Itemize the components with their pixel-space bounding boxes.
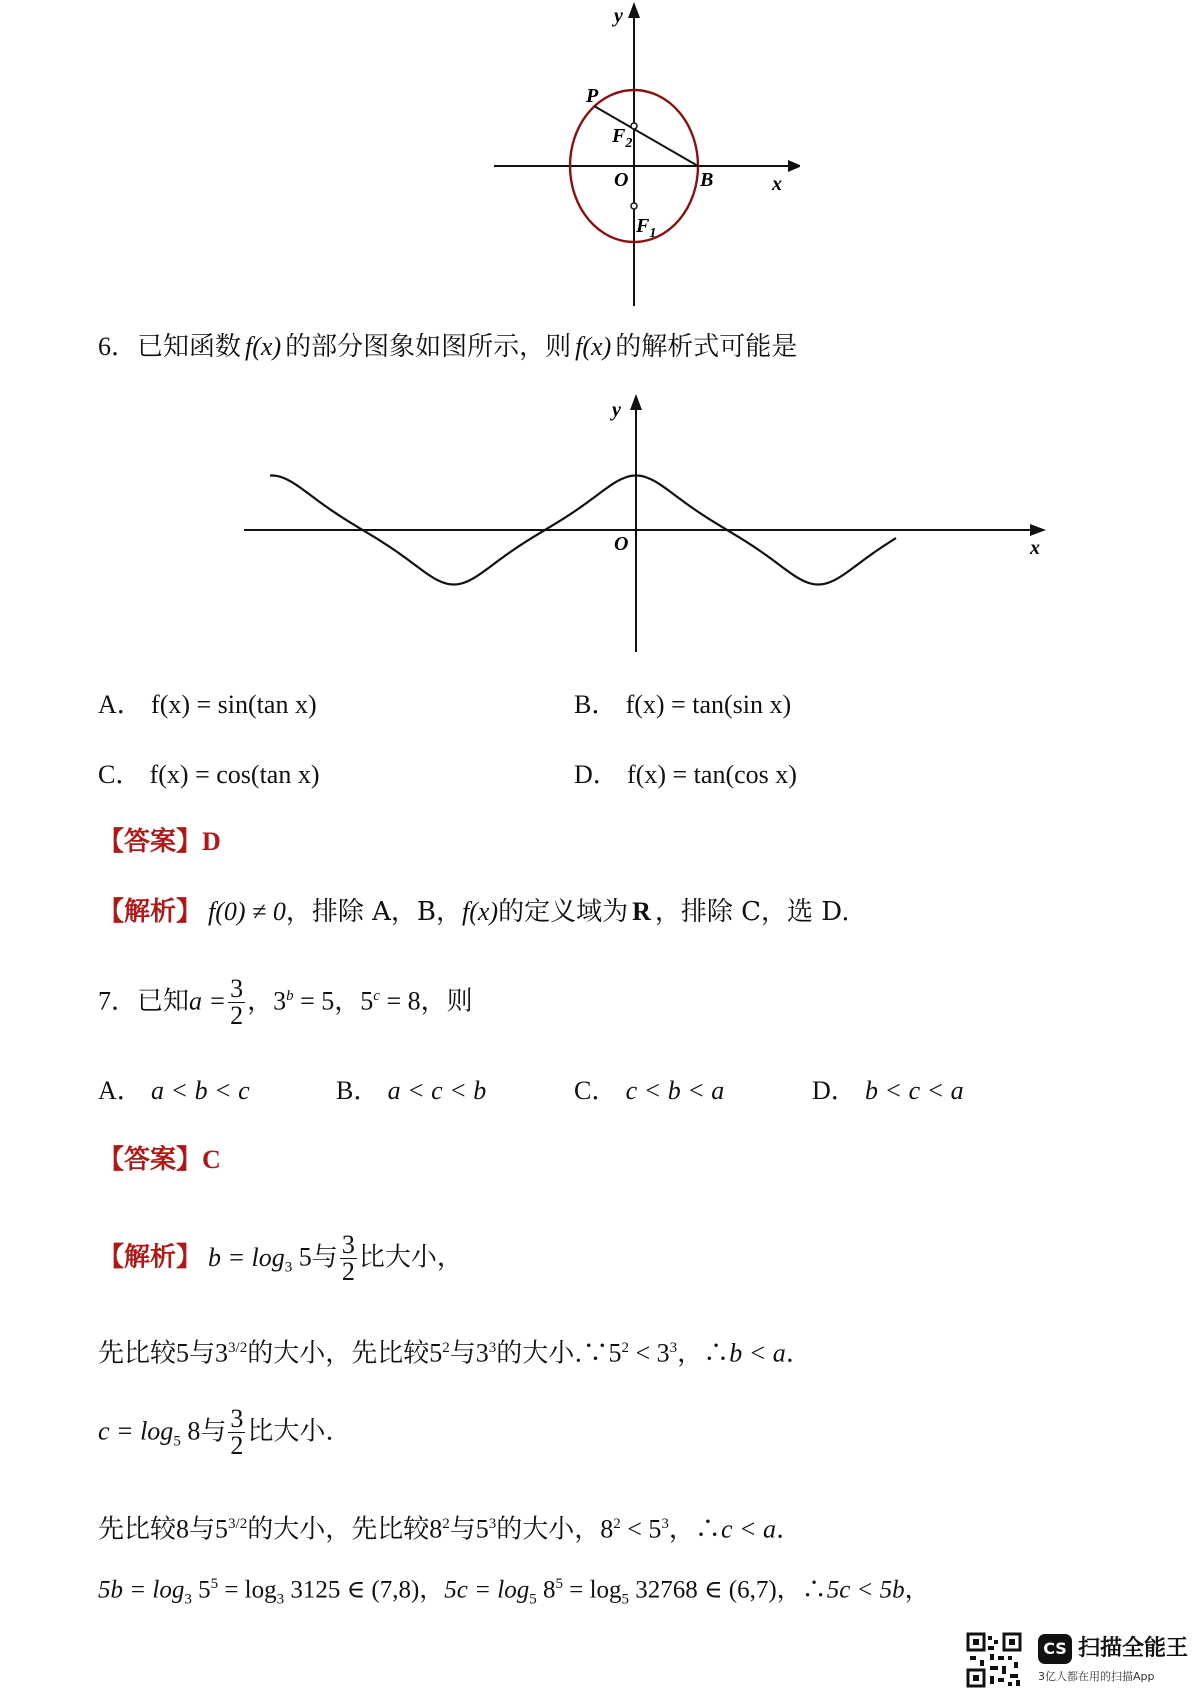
q7-l5-tail: ，∴	[776, 1574, 827, 1604]
q7-l2-t1: 先比较	[98, 1338, 177, 1369]
q7-analysis-line3	[98, 1406, 334, 1460]
q7-option-b-expr: a < c < b	[387, 1076, 487, 1105]
q7-l5-b1: 5c = log	[444, 1576, 530, 1604]
q6-option-c	[98, 754, 320, 791]
q7-l2-t5: 的大小.∵	[496, 1338, 609, 1369]
q6-analysis-p5: R	[632, 897, 651, 926]
q7-l3-arg: 8	[180, 1416, 201, 1446]
q6-answer	[98, 824, 221, 860]
q7-option-b	[336, 1070, 486, 1107]
q7-l1-mid: 与	[311, 1242, 338, 1273]
q7-l2-t4: 与	[449, 1338, 476, 1369]
q7-l5-sep: ，	[419, 1574, 445, 1604]
point-b-label: B	[700, 169, 714, 191]
q7-analysis-tag: 【解析】	[98, 1242, 203, 1273]
focus-f2-label	[611, 125, 632, 151]
q7-l3-den: 2	[230, 1431, 244, 1460]
q7-l4-t6: ，∴	[668, 1514, 721, 1545]
q7-l4-b3: 5	[475, 1514, 489, 1544]
q7-option-c-expr: c < b < a	[625, 1076, 725, 1105]
q7-option-c	[574, 1070, 724, 1107]
q7-l1-sub: 3	[284, 1259, 293, 1276]
graph-y-axis-arrow	[630, 394, 642, 410]
q7-l5-s1: 3	[184, 1591, 192, 1608]
q7-l2-t3: 的大小，先比较	[247, 1338, 430, 1369]
q7-l3-lhs: c = log	[98, 1416, 174, 1446]
q7-c-rhs: = 8	[379, 986, 421, 1016]
q6-number: 6．	[98, 332, 138, 361]
q6-stem-a: 已知函数	[137, 332, 242, 362]
q7-l1-fraction	[340, 1232, 357, 1285]
q7-l2-res: b < a	[729, 1338, 786, 1368]
q6-option-b-expr: f(x) = tan(sin x)	[625, 690, 792, 719]
q7-l4-t4: 与	[449, 1514, 476, 1545]
q6-analysis-p4: 的定义域为	[498, 897, 629, 927]
q7-l2-e3: 3	[488, 1340, 497, 1356]
q6-analysis	[98, 894, 849, 930]
q7-l3-fraction	[228, 1406, 245, 1459]
ellipse-figure	[480, 0, 800, 312]
x-axis-arrow	[788, 160, 800, 172]
q7-l1-num: 3	[341, 1230, 355, 1259]
q7-l5-b4: 32768 ∈ (6,7)	[629, 1576, 777, 1604]
q7-l1-tail: 比大小，	[358, 1242, 463, 1273]
q7-l4-base: 5	[215, 1514, 229, 1544]
q7-l4-n1: 8	[176, 1514, 190, 1544]
q7-l5-s3: 5	[529, 1591, 537, 1608]
q7-l5-a2: 5	[191, 1576, 211, 1604]
q6-option-c-expr: f(x) = cos(tan x)	[149, 760, 320, 789]
q6-stem-b: 的部分图象如图所示，则	[285, 332, 572, 362]
q7-a-frac-num: 3	[230, 974, 244, 1003]
q6-option-d-key: D．	[574, 760, 619, 789]
q7-l5-a4: 3125 ∈ (7,8)	[284, 1576, 420, 1604]
q7-option-b-key: B．	[336, 1076, 380, 1105]
q7-sep2: ，	[334, 986, 361, 1017]
q7-l5-a1: 5b = log	[98, 1576, 185, 1604]
q7-b-base: 3	[273, 986, 287, 1016]
f1-letter: F	[636, 215, 650, 237]
q7-l3-tail: 比大小.	[247, 1416, 334, 1447]
q7-c-exp: c	[373, 987, 380, 1004]
q7-l2-e5: 3	[669, 1340, 678, 1356]
q7-l2-b2: 5	[429, 1338, 443, 1368]
q7-l2-n1: 5	[176, 1338, 190, 1368]
q7-a-fraction	[228, 976, 245, 1029]
q7-l2-e4: 2	[621, 1340, 629, 1356]
q7-option-a-expr: a < b < c	[151, 1076, 250, 1105]
q7-option-d-expr: b < c < a	[865, 1076, 964, 1105]
q7-l5-s2: 3	[276, 1591, 285, 1608]
q7-analysis-line1	[98, 1232, 463, 1286]
q7-tail: ，则	[420, 986, 473, 1017]
q7-l4-exp: 3/2	[228, 1516, 248, 1532]
q7-l2-exp: 3/2	[228, 1340, 248, 1356]
focus-f2-point	[631, 123, 637, 129]
x-axis-label: x	[772, 173, 782, 195]
q7-answer-value: C	[202, 1145, 221, 1174]
q7-l4-b5: 5	[648, 1514, 662, 1544]
q7-option-d	[812, 1070, 964, 1107]
q6-stem-c: 的解析式可能是	[615, 332, 798, 362]
q6-option-b-key: B．	[574, 690, 618, 719]
q7-l1-arg: 5	[292, 1242, 312, 1272]
q7-c-base: 5	[360, 986, 374, 1016]
q7-answer-tag: 【答案】	[98, 1145, 203, 1175]
q6-option-d	[574, 754, 797, 791]
q7-analysis-line4	[98, 1506, 784, 1548]
q7-b-rhs: = 5	[293, 986, 335, 1016]
q7-number: 7．	[98, 986, 138, 1016]
q7-l5-e1: 5	[210, 1576, 219, 1592]
q7-option-a-key: A．	[98, 1076, 143, 1105]
q7-a-frac-den: 2	[230, 1001, 244, 1030]
q6-analysis-tag: 【解析】	[98, 897, 203, 927]
graph-origin-label: O	[614, 533, 629, 555]
f2-subscript: 2	[625, 136, 633, 151]
scanner-watermark	[966, 1630, 1189, 1690]
q6-option-d-expr: f(x) = tan(cos x)	[627, 760, 797, 789]
q7-l2-t2: 与	[189, 1338, 216, 1369]
q7-l4-t1: 先比较	[98, 1514, 177, 1545]
q7-l4-e2: 2	[442, 1516, 450, 1532]
q7-l2-end: .	[785, 1338, 794, 1369]
q7-l4-t2: 与	[189, 1514, 216, 1545]
q6-fx-2: f(x)	[575, 332, 612, 361]
q7-analysis-line2	[98, 1330, 794, 1372]
q7-l5-e2: 5	[555, 1576, 563, 1592]
focus-f1-label	[635, 215, 656, 241]
q7-l1-den: 2	[341, 1257, 355, 1286]
scanner-logo-text: CS	[1043, 1639, 1067, 1658]
q7-l1-lhs: b = log	[208, 1242, 285, 1272]
focus-f1-point	[631, 203, 637, 209]
f2-letter: F	[612, 125, 626, 147]
q6-stem	[98, 329, 797, 365]
q7-l2-b4: 5	[608, 1338, 622, 1368]
q7-l5-res: 5c < 5b	[826, 1576, 905, 1604]
q7-option-a	[98, 1070, 250, 1107]
scanner-tagline: 3亿人都在用的扫描App	[1038, 1670, 1155, 1683]
q7-l4-b4: 8	[600, 1514, 614, 1544]
q6-option-a-key: A．	[98, 690, 143, 719]
q7-a-lhs: a =	[189, 986, 227, 1016]
graph-x-axis-arrow	[1030, 524, 1046, 536]
q7-l4-e3: 3	[488, 1516, 497, 1532]
q7-l3-sub: 5	[173, 1433, 181, 1450]
graph-y-label: y	[612, 399, 621, 421]
q7-l4-t5: 的大小，	[496, 1514, 601, 1545]
y-axis-label: y	[614, 5, 623, 27]
q7-l4-lt: <	[620, 1514, 649, 1544]
q7-l2-t6: ，∴	[677, 1338, 730, 1369]
q6-option-a	[98, 684, 317, 721]
graph-x-label: x	[1030, 537, 1040, 559]
q7-l5-a3: = log	[218, 1576, 277, 1604]
function-graph	[240, 390, 1050, 660]
qr-code-icon	[966, 1632, 1022, 1688]
q7-l2-b5: 3	[656, 1338, 670, 1368]
q7-option-c-key: C．	[574, 1076, 618, 1105]
f1-subscript: 1	[649, 226, 657, 241]
q6-fx-1: f(x)	[245, 332, 282, 361]
q7-l4-e4: 2	[613, 1516, 621, 1532]
scanner-app-name: 扫描全能王	[1078, 1636, 1189, 1661]
q7-l4-end: .	[776, 1514, 785, 1545]
q7-stem-a: 已知	[137, 986, 190, 1017]
q7-l4-res: c < a	[720, 1514, 777, 1544]
q6-analysis-p1: f(0) ≠ 0	[208, 897, 286, 926]
q6-analysis-p6: ，排除 C，选 D.	[654, 897, 850, 927]
point-p-label: P	[586, 85, 599, 107]
q6-option-c-key: C．	[98, 760, 142, 789]
q7-l2-e2: 2	[442, 1340, 450, 1356]
q7-b-exp: b	[286, 987, 294, 1004]
origin-label: O	[614, 169, 629, 191]
q6-option-b	[574, 684, 791, 721]
q7-l2-base: 3	[215, 1338, 229, 1368]
q7-l5-b3: = log	[562, 1576, 622, 1604]
q7-l2-lt: <	[629, 1338, 657, 1368]
q7-stem	[98, 976, 473, 1029]
q7-l5-end: ，	[904, 1574, 930, 1604]
q7-l5-b2: 8	[536, 1576, 556, 1604]
q6-option-a-expr: f(x) = sin(tan x)	[151, 690, 317, 719]
q7-l4-e5: 3	[661, 1516, 669, 1532]
q7-answer	[98, 1142, 221, 1178]
q7-option-d-key: D．	[812, 1076, 857, 1105]
q6-answer-tag: 【答案】	[98, 827, 203, 857]
q7-l4-b2: 8	[429, 1514, 443, 1544]
q7-l3-mid: 与	[200, 1416, 227, 1447]
q7-analysis-line5	[98, 1566, 930, 1617]
q7-l3-num: 3	[230, 1404, 244, 1433]
q6-answer-value: D	[202, 827, 221, 856]
q7-l5-s4: 5	[621, 1591, 630, 1608]
q6-analysis-p3: f(x)	[461, 897, 499, 926]
y-axis-arrow	[628, 2, 640, 18]
q7-sep1: ，	[247, 986, 274, 1017]
q6-analysis-p2: ，排除 A，B，	[285, 897, 462, 927]
q7-l4-t3: 的大小，先比较	[247, 1514, 430, 1545]
scanner-logo-badge	[1038, 1634, 1072, 1664]
q7-l2-b3: 3	[475, 1338, 489, 1368]
